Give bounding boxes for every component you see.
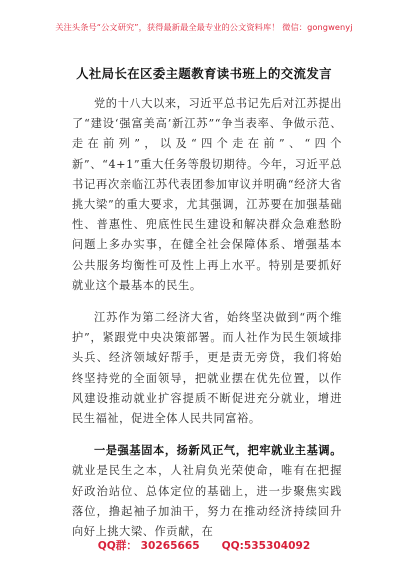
paragraph-3-text: 就业是民生之本，人社肩负光荣使命，唯有在把握好政治站位、总体定位的基础上，进一步聚焦实践落位，撸起袖子加油干，努力在推动经济持续回升向好上挑大梁、作贡献，在 (72, 464, 342, 539)
paragraph-1-text: 党的十八大以来，习近平总书记先后对江苏提出了“建设‘强富美高’新江苏”“争当表率、争做示范、走在前列”，以及“四个走在前”、“四个新”、“4+1”重大任务等殷切期待。今年，习近平总书记再次亲临江苏代表团参加审议并明确“经济大省挑大梁”的重大要求，尤其强调，江苏要在加强基础性、普惠性、兜底性民生建设和解决群众急难愁盼问题上多办实事，在健全社会保障体系、增强基本公共服务均衡性可及性上再上水平。特别是要抓好就业这个最基本的民生。 (72, 97, 342, 292)
footer-contact (0, 538, 408, 553)
paragraph-2 (72, 308, 342, 429)
paragraph-3 (72, 441, 342, 542)
footer-qq-group: QQ群： 30265665 (97, 540, 200, 552)
footer-qq: QQ:535304092 (221, 540, 311, 552)
document-body (72, 94, 342, 554)
paragraph-3-heading: 一是强基固本，扬新风正气，把牢就业主基调。 (94, 444, 342, 458)
paragraph-2-text: 江苏作为第二经济大省，始终坚决做到“两个维护”，紧跟党中央决策部署。而人社作为民生领域排头兵、经济领域好帮手，更是责无旁贷，我们将始终坚持党的全面领导，把就业摆在优先位置，以作风建设推动就业扩容提质不断促进充分就业，增进民生福祉，促进全体人民共同富裕。 (72, 311, 342, 426)
paragraph-1 (72, 94, 342, 296)
document-title: 人社局长在区委主题教育读书班上的交流发言 (76, 66, 332, 81)
header-banner: 关注头条号“公文研究”，获得最新最全最专业的公文资料库！ 微信：gongwenyj (55, 22, 353, 32)
